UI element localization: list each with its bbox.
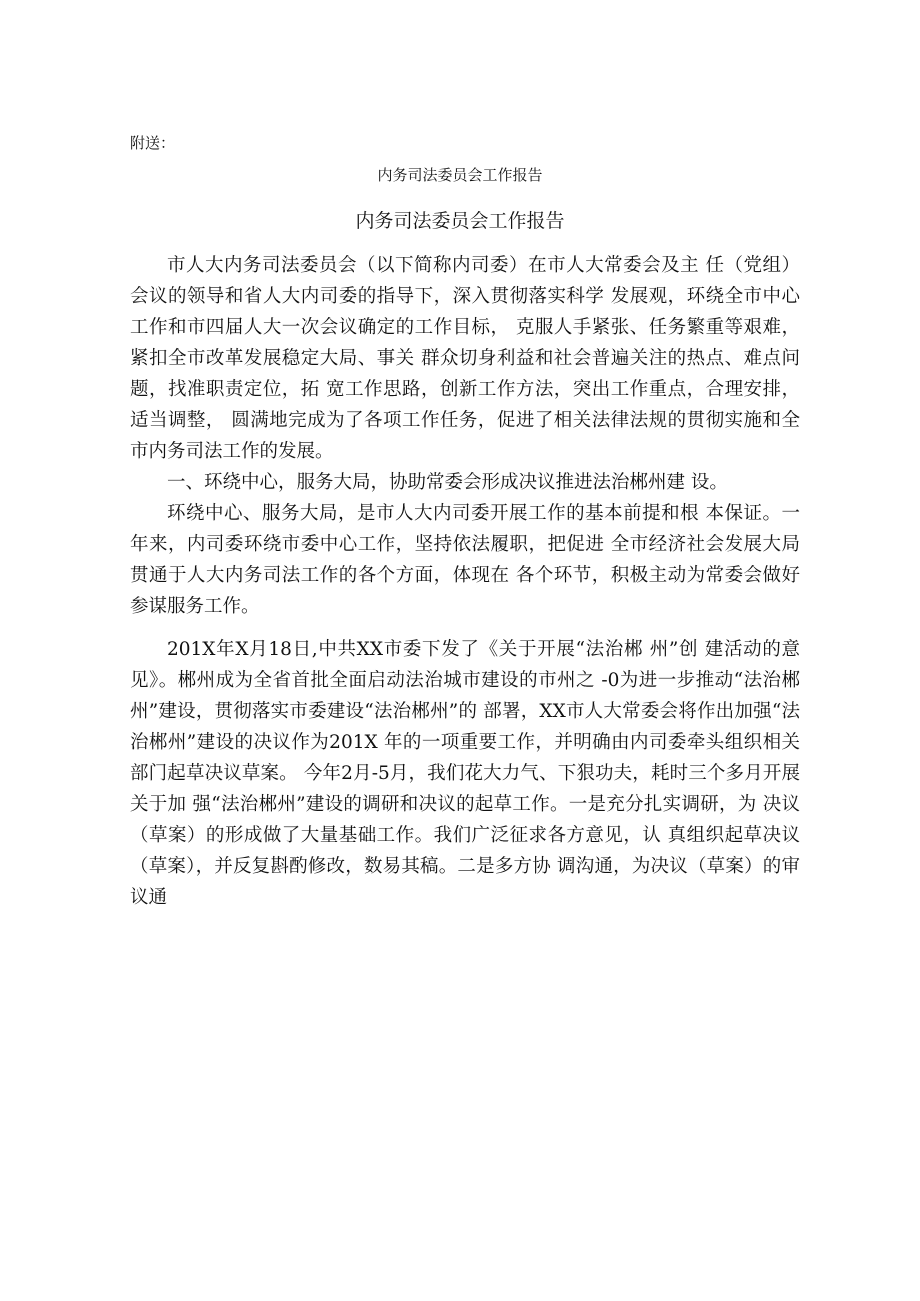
paragraph-rule-of-law: 201X年X月18日,中共XX市委下发了《关于开展“法治郴 州”创 建活动的意见》。郴州成为全省首批全面启动法治城市建设的市州之 -0为进一步推动“法治郴州”建设，贯彻落实市委建设“法治郴州”的 部署，XX市人大常委会将作出加强“法治郴州”建设的决议作为201X 年的一项重要工作，并明确由内司委牵头组织相关部门起草决议草案。 今年2月-5月，我们花大力气、下狠功夫，耗时三个多月开展关于加 强“法治郴州”建设的调研和决议的起草工作。一是充分扎实调研，为 决议（草案）的形成做了大量基础工作。我们广泛征求各方意见，认 真组织起草决议（草案），并反复斟酌修改，数易其稿。二是多方协 调沟通，为决议（草案）的审议通	[130, 639, 800, 908]
paragraph-intro: 市人大内务司法委员会（以下简称内司委）在市人大常委会及主 任（党组）会议的领导和省人大内司委的指导下，深入贯彻落实科学 发展观，环绕全市中心工作和市四届人大一次会议确定的工作目标， 克服人手紧张、任务繁重等艰难，紧扣全市改革发展稳定大局、事关 群众切身利益和社会普遍关注的热点、难点问题，找准职责定位，拓 宽工作思路，创新工作方法，突出工作重点，合理安排，适当调整， 圆满地完成为了各项工作任务，促进了相关法律法规的贯彻实施和全 市内务司法工作的发展。	[130, 255, 800, 462]
report-body	[130, 250, 800, 913]
document-title: 内务司法委员会工作报告	[355, 210, 565, 232]
paragraph-section-1: 环绕中心、服务大局，是市人大内司委开展工作的基本前提和根 本保证。一年来，内司委环绕市委中心工作，坚持依法履职，把促进 全市经济社会发展大局贯通于人大内务司法工作的各个方面，体现在 各个环节，积极主动为常委会做好参谋服务工作。	[130, 503, 800, 617]
document-subtitle: 内务司法委员会工作报告	[377, 166, 543, 184]
section-heading-1: 一、环绕中心，服务大局，协助常委会形成决议推进法治郴州建 设。	[167, 472, 728, 493]
attachment-label: 附送：	[130, 134, 176, 152]
